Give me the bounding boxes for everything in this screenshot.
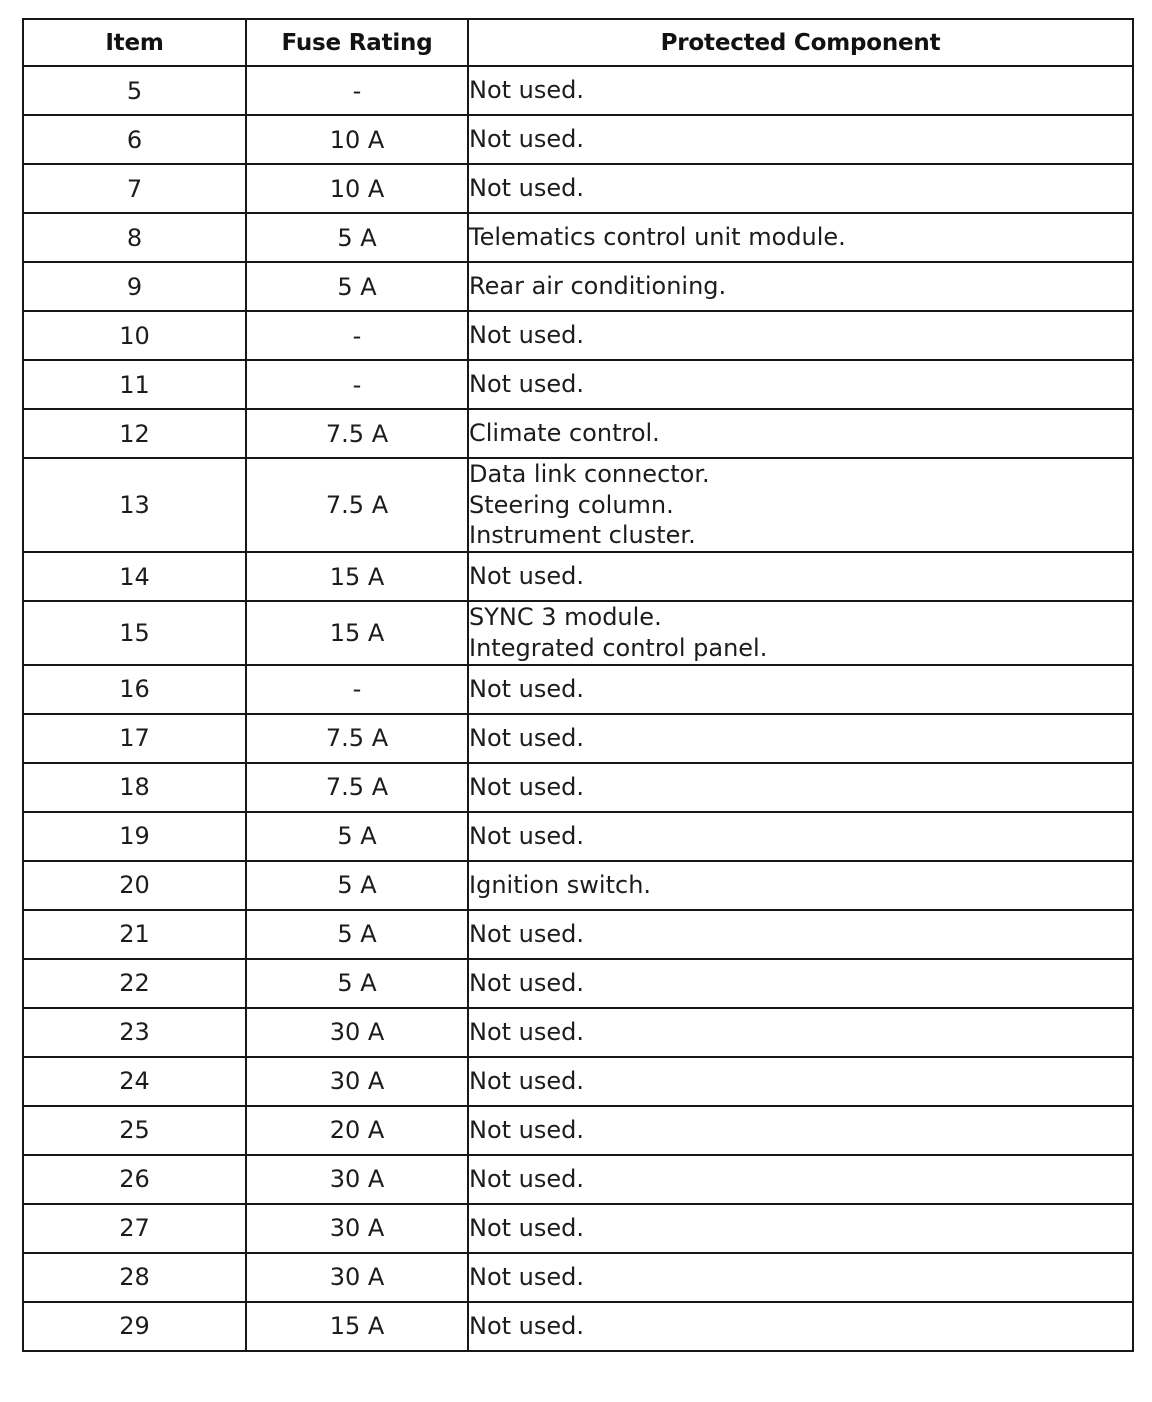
component-line: Data link connector. (469, 460, 710, 488)
table-row (23, 1057, 1133, 1106)
cell-item: 13 (23, 458, 246, 552)
cell-item: 5 (23, 66, 246, 115)
table-row (23, 665, 1133, 714)
cell-item: 7 (23, 164, 246, 213)
table-header (23, 19, 1133, 66)
cell-item: 25 (23, 1106, 246, 1155)
component-line: Instrument cluster. (469, 521, 696, 550)
table-row (23, 763, 1133, 812)
cell-protected-component (468, 66, 1133, 115)
cell-protected-component (468, 910, 1133, 959)
cell-fuse-rating: 5 A (246, 861, 468, 910)
cell-fuse-rating: 30 A (246, 1204, 468, 1253)
component-line: Climate control. (469, 419, 660, 448)
table-row (23, 360, 1133, 409)
cell-item: 20 (23, 861, 246, 910)
fuse-table-container (22, 18, 1132, 1352)
cell-protected-component (468, 601, 1133, 664)
component-line: Not used. (469, 174, 585, 203)
table-row (23, 552, 1133, 601)
cell-item: 24 (23, 1057, 246, 1106)
cell-fuse-rating: 5 A (246, 262, 468, 311)
cell-protected-component (468, 164, 1133, 213)
cell-fuse-rating: 7.5 A (246, 763, 468, 812)
cell-fuse-rating: 30 A (246, 1253, 468, 1302)
cell-item: 22 (23, 959, 246, 1008)
cell-protected-component (468, 311, 1133, 360)
cell-fuse-rating: 30 A (246, 1008, 468, 1057)
component-line: Not used. (469, 821, 585, 850)
component-line: Not used. (469, 1017, 585, 1046)
column-header-item: Item (23, 19, 246, 66)
table-body (23, 66, 1133, 1351)
cell-protected-component (468, 763, 1133, 812)
cell-fuse-rating: 15 A (246, 552, 468, 601)
table-row (23, 1253, 1133, 1302)
cell-protected-component (468, 360, 1133, 409)
cell-fuse-rating: 30 A (246, 1057, 468, 1106)
table-row (23, 213, 1133, 262)
cell-item: 29 (23, 1302, 246, 1351)
cell-item: 23 (23, 1008, 246, 1057)
table-row (23, 1302, 1133, 1351)
component-line: Not used. (469, 76, 585, 105)
cell-item: 21 (23, 910, 246, 959)
cell-protected-component (468, 213, 1133, 262)
table-row (23, 409, 1133, 458)
header-row (23, 19, 1133, 66)
table-row (23, 1008, 1133, 1057)
cell-protected-component (468, 714, 1133, 763)
cell-protected-component (468, 1302, 1133, 1351)
table-row (23, 1106, 1133, 1155)
cell-fuse-rating: 5 A (246, 213, 468, 262)
table-row (23, 910, 1133, 959)
cell-item: 10 (23, 311, 246, 360)
cell-item: 28 (23, 1253, 246, 1302)
cell-fuse-rating: 5 A (246, 910, 468, 959)
cell-fuse-rating: - (246, 66, 468, 115)
table-row (23, 458, 1133, 552)
column-header-protected-component: Protected Component (468, 19, 1133, 66)
cell-protected-component (468, 1008, 1133, 1057)
table-row (23, 861, 1133, 910)
cell-fuse-rating: 5 A (246, 812, 468, 861)
component-line: Not used. (469, 370, 585, 399)
component-line: Not used. (469, 1262, 585, 1291)
cell-fuse-rating: 10 A (246, 164, 468, 213)
cell-protected-component (468, 552, 1133, 601)
cell-fuse-rating: 15 A (246, 601, 468, 664)
cell-fuse-rating: 30 A (246, 1155, 468, 1204)
table-row (23, 812, 1133, 861)
component-line: Not used. (469, 1115, 585, 1144)
cell-fuse-rating: 10 A (246, 115, 468, 164)
cell-fuse-rating: 5 A (246, 959, 468, 1008)
table-row (23, 714, 1133, 763)
table-row (23, 164, 1133, 213)
cell-item: 19 (23, 812, 246, 861)
component-line: Not used. (469, 968, 585, 997)
table-row (23, 1155, 1133, 1204)
cell-protected-component (468, 1106, 1133, 1155)
cell-protected-component (468, 409, 1133, 458)
component-line: Not used. (469, 1164, 585, 1193)
cell-protected-component (468, 665, 1133, 714)
cell-protected-component (468, 115, 1133, 164)
component-line: Not used. (469, 1311, 585, 1340)
cell-protected-component (468, 861, 1133, 910)
cell-protected-component (468, 959, 1133, 1008)
component-line: Rear air conditioning. (469, 272, 727, 301)
table-row (23, 1204, 1133, 1253)
fuse-specification-table (22, 18, 1134, 1352)
component-line: Not used. (469, 321, 585, 350)
component-line: Not used. (469, 919, 585, 948)
component-line: Not used. (469, 1213, 585, 1242)
cell-item: 15 (23, 601, 246, 664)
table-row (23, 115, 1133, 164)
cell-item: 18 (23, 763, 246, 812)
cell-fuse-rating: 7.5 A (246, 714, 468, 763)
table-row (23, 262, 1133, 311)
cell-item: 17 (23, 714, 246, 763)
cell-protected-component (468, 812, 1133, 861)
cell-protected-component (468, 1155, 1133, 1204)
cell-protected-component (468, 458, 1133, 552)
column-header-fuse-rating: Fuse Rating (246, 19, 468, 66)
cell-item: 12 (23, 409, 246, 458)
cell-item: 16 (23, 665, 246, 714)
cell-fuse-rating: 7.5 A (246, 458, 468, 552)
component-line: Not used. (469, 125, 585, 154)
cell-protected-component (468, 1253, 1133, 1302)
table-row (23, 959, 1133, 1008)
cell-protected-component (468, 1204, 1133, 1253)
cell-protected-component (468, 262, 1133, 311)
cell-fuse-rating: 15 A (246, 1302, 468, 1351)
table-row (23, 601, 1133, 664)
cell-item: 26 (23, 1155, 246, 1204)
component-line: Not used. (469, 562, 585, 591)
cell-item: 8 (23, 213, 246, 262)
cell-item: 27 (23, 1204, 246, 1253)
cell-fuse-rating: 7.5 A (246, 409, 468, 458)
component-line: Steering column. (469, 490, 674, 519)
component-line: Not used. (469, 772, 585, 801)
component-line: SYNC 3 module. (469, 603, 662, 632)
cell-protected-component (468, 1057, 1133, 1106)
cell-item: 9 (23, 262, 246, 311)
component-line: Ignition switch. (469, 870, 652, 899)
cell-fuse-rating: - (246, 665, 468, 714)
cell-fuse-rating: - (246, 360, 468, 409)
cell-fuse-rating: - (246, 311, 468, 360)
component-line: Not used. (469, 723, 585, 752)
component-line: Telematics control unit module. (469, 223, 846, 252)
cell-fuse-rating: 20 A (246, 1106, 468, 1155)
cell-item: 6 (23, 115, 246, 164)
component-line: Integrated control panel. (469, 633, 768, 662)
component-line: Not used. (469, 1066, 585, 1095)
table-row (23, 66, 1133, 115)
cell-item: 14 (23, 552, 246, 601)
component-line: Not used. (469, 674, 585, 703)
table-row (23, 311, 1133, 360)
cell-item: 11 (23, 360, 246, 409)
